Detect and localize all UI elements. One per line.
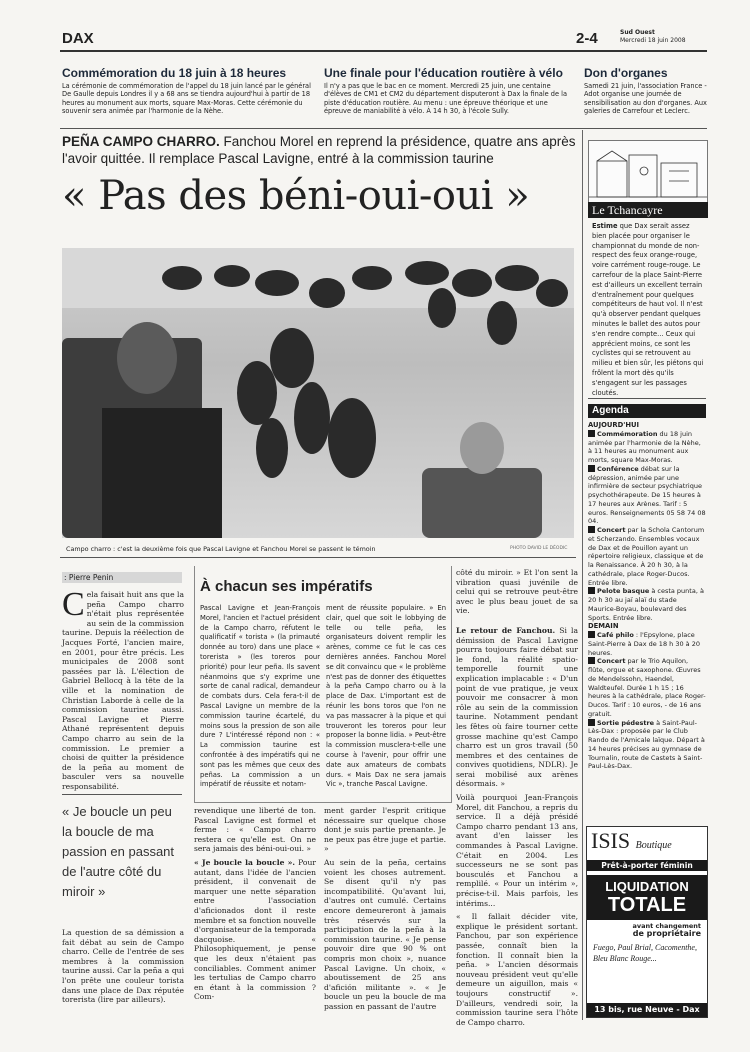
agenda-item	[588, 631, 706, 657]
agenda-item-title: Café philo	[597, 631, 634, 639]
agenda-item	[588, 719, 706, 772]
teaser-commemoration	[62, 66, 314, 116]
tchancayre-body: que Dax serait assez bien placée pour organiser le championnat du monde de non-respect des feux orange-rouge, voire carrément rouge-rouge. Le carrefour de la place Saint-Pierre est d'ailleurs un excellent terrain d'entraînement pour quelques compétiteurs de haut vol. Il n'est qu'à observer pendant quelques minutes le ballet des autos pour s'en rendre compte... Ceux qui apprécient moins, ce sont les cyclistes qui se retrouvent au milieu et bien sûr, les piétons qui frôlent la mort dès qu'ils s'engagent sur les passages cloutés.	[592, 222, 704, 397]
col4-paragraph-1: côté du miroir. » Et l'on sent la vibration quasi juvénile de celui qui se retrouve peut-être avec le plus beau jouet de sa vie.	[456, 568, 578, 616]
bullet-icon	[588, 526, 595, 533]
newspaper-name: Sud Ouest	[620, 29, 655, 36]
ad-address: 13 bis, rue Neuve - Dax	[587, 1003, 707, 1017]
kicker-lead: PEÑA CAMPO CHARRO.	[62, 134, 220, 149]
col3-text	[324, 806, 446, 1011]
teaser-rule	[60, 128, 707, 129]
bullet-icon	[588, 657, 595, 664]
agenda-item-title: Commémoration	[597, 429, 658, 438]
bulls-photo-image	[62, 248, 574, 538]
header-rule	[60, 50, 707, 52]
bullet-icon	[588, 430, 595, 437]
agenda-item-title: Concert	[597, 657, 626, 666]
ad-band: Prêt-à-porter féminin	[587, 860, 707, 871]
agenda-item-text: à cesta punta, à 20 h 30 au jaï alaï du stade Maurice-Boyau, boulevard des Sports. Entrée libre.	[588, 587, 704, 622]
byline: : Pierre Penin	[62, 572, 182, 583]
ad-headline	[587, 875, 707, 920]
header-date: Mercredi 18 juin 2008	[620, 37, 686, 44]
agenda-today-label: AUJOURD'HUI	[588, 421, 640, 429]
agenda-item	[588, 526, 706, 587]
teaser-text: La cérémonie de commémoration de l'appel du 18 juin lancé par le général De Gaulle depuis Londres il y a 68 ans se tiendra aujourd'hui à partir de 18 heures au monument aux morts, square Max-Moras. Cette cérémonie du souvenir sera animée par l'harmonie de la Nèhe.	[62, 82, 311, 116]
col3-paragraph-1: ment garder l'esprit critique nécessaire sur quelque chose dont je suis partie prenante. Je ne peux pas être juge et partie. »	[324, 806, 446, 854]
isis-advertisement	[586, 826, 708, 1018]
agenda-item-title: Sortie pédestre	[597, 718, 655, 727]
tchancayre-rule	[588, 398, 706, 399]
bullet-icon	[588, 587, 595, 594]
agenda-item-title: Pelote basque	[597, 587, 650, 596]
teaser-bike	[324, 66, 570, 116]
ad-brand-sub: Boutique	[635, 840, 672, 851]
ad-sub-1: avant changement	[632, 922, 701, 930]
headline: « Pas des béni-oui-oui »	[62, 173, 530, 219]
photo-credit: PHOTO DAVID LE DÉODIC	[510, 546, 568, 551]
ad-brand	[587, 827, 707, 860]
photo-caption: Campo charro : c'est la deuxième fois que Pascal Lavigne et Fanchou Morel se passent le témoin	[66, 545, 376, 553]
tchancayre-text	[592, 222, 704, 398]
col2-subhead-text: Pour autant, dans l'idée de l'ancien président, il convenait de marquer une nette séparation entre l'association d'aficionados dont il reste membre et sa fonction nouvelle d'organisateur de la temporada dacquoise. « Philosophiquement, je pense que les deux n'étaient pas conciliables. Comment animer les tertulias de Campo charro en étant à la commission ? Com-	[194, 857, 316, 1002]
page-number: 2-4	[576, 30, 598, 47]
bullet-icon	[588, 719, 595, 726]
agenda-tomorrow-label: DEMAIN	[588, 622, 619, 631]
col4-text	[456, 568, 578, 1027]
agenda-item	[588, 657, 706, 718]
col4-subhead-paragraph	[456, 626, 578, 789]
box-col2: ment de réussite populaire. » En clair, quel que soit le lobbying de telle ou telle peña, les organisateurs doivent remplir les arènes, comme ce fut le cas ces dernières années. Fanchou Morel se dit convaincu que « le problème n'est pas de donner des étiquettes à la peña Campo charro ou à la place de Dax. L'important est de réunir les bons toros que l'on ne va pas massacrer à la pique et qui trouveront les toreros pour leur proposer la bonne lidia. » Peut-être la commission musclera-t-elle une course à l'avenir, pour offrir une date aux amateurs de combats durs. « Mais Dax ne sera jamais Vic », tranche Pascal Lavigne.	[326, 604, 446, 789]
col2-subhead-paragraph	[194, 858, 316, 1002]
tchancayre-illustration	[588, 140, 708, 204]
col2-paragraph: revendique une liberté de ton. Pascal Lavigne est formel et ferme : « Campo charro restera ce qu'elle est. On ne sera jamais des béni-oui-oui. »	[194, 806, 316, 854]
agenda-item	[588, 430, 706, 465]
bullet-icon	[588, 631, 595, 638]
tchancayre-lead: Estime	[592, 222, 618, 230]
tchancayre-title: Le Tchancayre	[588, 202, 708, 218]
ad-sub-2: de propriétaire	[632, 929, 701, 938]
pullquote-rule	[62, 794, 182, 795]
col1-bottom: La question de sa démission a fait débat au sein de Campo charro. Celle de l'entrée de ses membres à la commission taurine aussi. Car la peña a qui l'on prête une couleur torista dans une place de Dax réputée torerista (lire par ailleurs).	[62, 928, 184, 1005]
lead-paragraph	[62, 586, 184, 791]
ad-labels: Fuego, Paul Brial, Cacomenthe, Bleu Blanc Rouge...	[593, 943, 697, 963]
right-column-divider	[582, 130, 583, 1020]
section-name: DAX	[62, 30, 94, 47]
lead-text: ela faisait huit ans que la peña Campo charro n'était plus représentée au sein de la commission taurine. Depuis la réélection de Jacques Forté, l'ancien maire, en 2001, pour être précis. Les municipales de 2008 sont passées par là. L'élection de Gabriel Bellocq à la tête de la ville et la nomination de Christian Laborde à celle de la commission taurine aussi. Pascal Lavigne et Pierre Athané représentent depuis Campo charro au sein de la commission. Le premier a choisi de quitter la présidence de la peña au moment de basculer vers sa nouvelle responsabilité.	[62, 590, 184, 791]
ad-sub	[587, 922, 707, 938]
col4-paragraph-4: « Il fallait décider vite, explique le président sortant. Fanchou, par son expérience passée, connaît bien la fonction. Il connaît bien la peña. » L'ancien désormais nouveau président veut qu'elle demeure un aiguillon, mais « toujours constructif ». D'ailleurs, vendredi soir, la commission taurine sera l'hôte de Campo charro.	[456, 912, 578, 1027]
agenda-item-title: Concert	[597, 526, 626, 534]
pullquote: « Je boucle un peu la boucle de ma passion en passant de l'autre côté du miroir »	[62, 804, 175, 899]
drop-cap: C	[62, 586, 85, 623]
col2-subhead: « Je boucle la boucle ».	[194, 857, 296, 867]
col4-paragraph-3: Voilà pourquoi Jean-François Morel, dit Fanchou, a repris du service. Il a déjà présidé Campo charro pendant 13 ans, avant d'en laisser les commandes à Pascal Lavigne. C'était en 2004. Les successeurs ne se sont pas bousculés et Fanchou a remplilé. « Pour un intérim », précise-t-il. Mais parfois, les intérims...	[456, 793, 578, 908]
agenda-item-text: débat sur la dépression, animée par une infirmière de secteur psychiatrique psychothérapeute. De 15 heures à 17 heures aux Arènes. Tarif : 5 euros. Renseignements 05 58 74 08 04.	[588, 464, 706, 526]
col3-paragraph-2: Au sein de la peña, certains voient les choses autrement. Se disent qu'il n'y pas incompatibilité. Qu'avant lui, d'autres ont cumulé. Certains encore demeureront à jamais très réservés sur la participation de la peña à la commission taurine. « Je pense pouvoir dire que 90 % ont compris mon choix », nuance Pascal Lavigne. Un choix, « aboutissement de 25 ans d'afición militante ». « Je boucle un peu la boucle de ma passion en passant de l'autre	[324, 857, 446, 1011]
teaser-organ-donation	[584, 66, 708, 116]
teaser-title: Commémoration du 18 juin à 18 heures	[62, 66, 287, 80]
col4-subhead-text: Si la démission de Pascal Lavigne pourra toujours faire débat sur le fond, la réalité spatio-temporelle fournit une explication implacable : « D'un point de vue pratique, je veux pouvoir me consacrer à mon rôle au sein de la commission taurine. Notamment pendant les fêtes où faire tourner cette grosse machine qu'est Campo charro est un gros travail (50 membres et des centaines de convives quotidiens, NDLR). Je serai mobilisé aux arènes désormais. »	[456, 625, 578, 789]
agenda-item-text: à Saint-Paul-Lès-Dax : proposée par le Club Rando de l'Amicale laïque. Départ à 14 heures précises au gymnase de Tournalin, route de Castets à Saint-Paul-Lès-Dax.	[588, 718, 705, 771]
caption-rule	[60, 557, 576, 558]
kicker-text: Fanchou Morel en reprend la présidence, quatre ans après l'avoir quittée. Il remplace Pascal Lavigne, entré à la commission taurine	[62, 134, 576, 166]
ad-big-1: LIQUIDATION	[605, 879, 689, 894]
kicker	[62, 133, 582, 167]
ad-brand-name: ISIS	[591, 828, 631, 853]
article-photo	[62, 248, 574, 538]
bullet-icon	[588, 465, 595, 472]
ad-big-2: TOTALE	[607, 894, 687, 916]
box-title: À chacun ses impératifs	[200, 578, 373, 595]
teaser-text: Samedi 21 juin, l'association France -Adot organise une journée de sensibilisation au don d'organes. Aux galeries de Carrefour et Leclerc.	[584, 82, 707, 116]
teaser-title: Une finale pour l'éducation routière à vélo	[324, 66, 563, 80]
agenda-list	[588, 421, 706, 771]
street-sketch-icon	[589, 141, 707, 203]
agenda-item-text: : l'Epsylone, place Saint-Pierre à Dax de 18 h 30 à 20 heures.	[588, 631, 700, 657]
agenda-item-text: par la Schola Cantorum et Scherzando. Ensembles vocaux de Dax et de Pouillon ayant un répertoire religieux, classique et de la Renaissance. À 20 h 30, à la cathédrale, place Roger-Ducos. Entrée libre.	[588, 526, 705, 587]
col2-text	[194, 806, 316, 1002]
agenda-item-text: du 18 juin animée par l'harmonie de la Nèhe, à 11 heures au monument aux morts, square Max-Moras.	[588, 429, 701, 464]
teaser-title: Don d'organes	[584, 66, 668, 80]
agenda-item	[588, 465, 706, 526]
agenda-title: Agenda	[588, 404, 706, 418]
agenda-item	[588, 587, 706, 622]
col4-subhead: Le retour de Fanchou.	[456, 625, 556, 635]
agenda-item-text: par le Trio Aquilon, flûte, orgue et saxophone. Œuvres de Mendelssohn, Haendel, Waldteufel. Durée 1 h 15 ; 16 heures à la cathédrale, place Roger-Ducos. Tarif : 10 euros, - de 16 ans gratuit.	[588, 657, 706, 718]
teaser-text: Il n'y a pas que le bac en ce moment. Mercredi 25 juin, une centaine d'élèves de CM1 et CM2 du département disputeront à Dax la finale de la piste d'éducation routière. Au menu : une épreuve théorique et une épreuve de maniabilité à vélo. À 14 h 30, à l'école Sully.	[324, 82, 568, 116]
agenda-item-title: Conférence	[597, 464, 639, 473]
box-col1: Pascal Lavigne et Jean-François Morel, l'ancien et l'actuel président de la Campo charro, réfutent le qualificatif « torista » (la primauté donnée au toro) dans une place « torerista » (les toreros pour priorité) pour leur peña. Ils savent néanmoins que s'y exprime une sorte de canal radical, demandeur de combats durs. Cela fera-t-il de Pascal Lavigne un membre de la commission taurine écartelé, du moins sous la pression de son aile dure ? L'intéressé répond non : « La commission taurine est confrontée à des impératifs qui ne sont pas les mêmes que ceux des peñas. La commission a un impératif de réussite et notam-	[200, 604, 320, 789]
